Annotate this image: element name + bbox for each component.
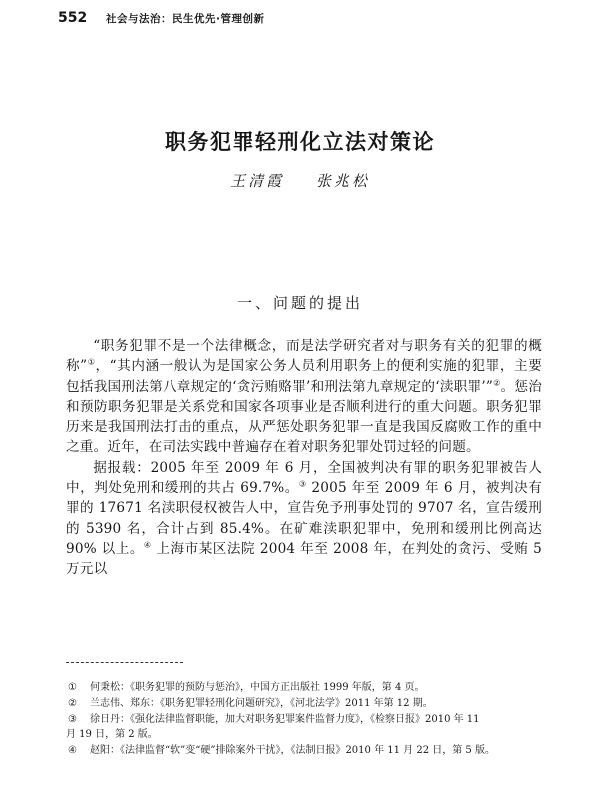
- paragraph-text: “职务犯罪不是一个法律概念，而是法学研究者对与职务有关的犯罪的概称”: [66, 338, 542, 375]
- article-title: 职务犯罪轻刑化立法对策论: [165, 130, 435, 154]
- paragraph: [66, 458, 542, 580]
- paragraph-text: 上海市某区法院 2004 年至 2008 年，在判处的贪污、受贿 5 万元以: [66, 540, 543, 578]
- section-heading: 一、问题的提出: [236, 294, 363, 312]
- footnote-ref[interactable]: ④: [143, 540, 152, 550]
- footnote-text: 徐日丹：《强化法律监督职能，加大对职务犯罪案件监督力度》，《检察日报》2010 年 11: [90, 713, 480, 725]
- page-number: 552: [58, 10, 88, 26]
- running-head: 社会与法治：民生优先·管理创新: [106, 13, 265, 25]
- page-header: [58, 10, 558, 30]
- paragraph-text: 2005 年至 2009 年 6 月，被判决有罪的 17671 名渎职侵权被告人中，宣告免予刑事处罚的 9707 名，宣告缓刑的 5390 名，合计占到 85.4%。在矿难渎职犯罪中，免刑和缓刑比例高达 90% 以上。: [66, 480, 542, 557]
- paragraph: [66, 336, 542, 458]
- author-name: 张兆松: [315, 172, 370, 190]
- author-name: 王清霞: [230, 172, 285, 190]
- footnote-text: 赵阳：《法律监督“软”变“硬”排除案外干扰》，《法制日报》2010 年 11 月 22 日，第 5 版。: [90, 745, 495, 757]
- footnote-ref[interactable]: ③: [298, 479, 307, 489]
- paragraph-text: 。惩治和预防职务犯罪是关系党和国家各项事业是否顺利进行的重大问题。职务犯罪历来是我国刑法打击的重点，从严惩处职务犯罪一直是我国反腐败工作的重中之重。近年，在司法实践中普遍存在着对职务犯罪处罚过轻的问题。: [66, 378, 542, 456]
- footnotes: [66, 680, 542, 759]
- footnote-divider: [66, 662, 183, 663]
- footnote-continuation: 月 19 日，第 2 版。: [66, 729, 158, 741]
- footnote-text: 兰志伟、郑东：《职务犯罪轻刑化问题研究》，《河北法学》2011 年第 12 期。: [90, 697, 433, 709]
- paragraph-text: ，“其内涵一般认为是国家公务人员利用职务上的便利实施的犯罪，主要包括我国刑法第八章规定的‘贪污贿赂罪’和刑法第九章规定的‘渎职罪’”: [66, 358, 542, 395]
- paragraph-text: 据报载：2005 年至 2009 年 6 月，全国被判决有罪的职务犯罪被告人中，判处免刑和缓刑的共占 69.7%。: [66, 459, 542, 497]
- footnote-number: ④: [68, 745, 77, 757]
- footnote: [66, 743, 542, 759]
- article-body: [66, 336, 542, 580]
- footnote-ref[interactable]: ①: [87, 357, 96, 367]
- footnote-ref[interactable]: ②: [493, 378, 501, 388]
- footnote-number: ②: [68, 697, 77, 709]
- footnote-number: ①: [68, 682, 77, 693]
- author-line: [0, 170, 600, 191]
- footnote: [66, 696, 542, 712]
- footnote: [66, 680, 542, 696]
- footnote-text: 何秉松：《职务犯罪的预防与惩治》，中国方正出版社 1999 年版，第 4 页。: [90, 682, 425, 693]
- footnote-number: ③: [68, 713, 77, 725]
- footnote: [66, 712, 542, 728]
